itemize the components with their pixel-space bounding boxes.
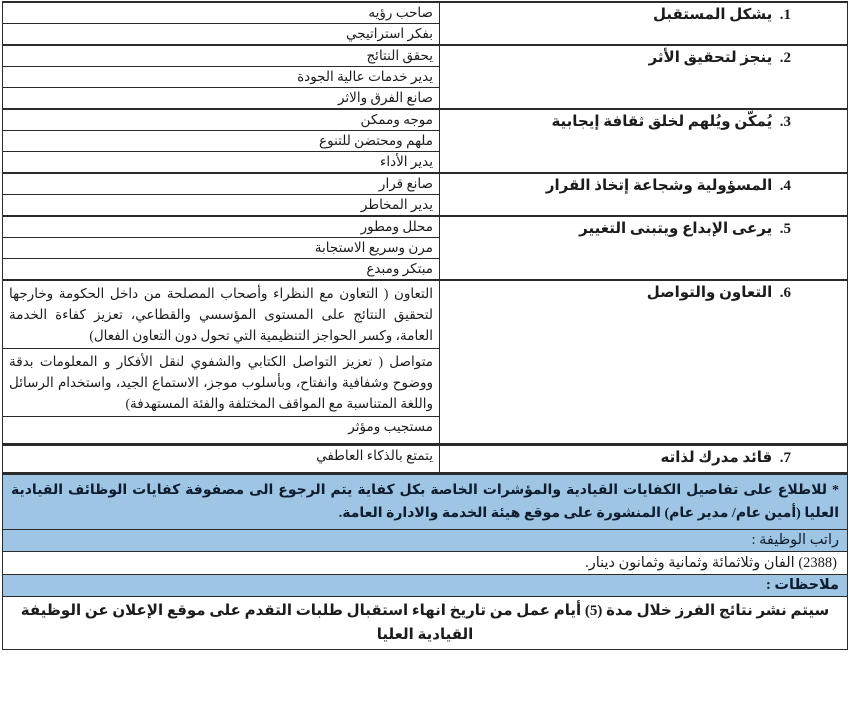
group-number: 1. <box>779 7 791 23</box>
group-title: التعاون والتواصل <box>646 285 773 301</box>
competency-item: التعاون ( التعاون مع النظراء وأصحاب المصلحة من داخل الحكومة وخارجها لتحقيق النتائج على المستوى المؤسسي والقطاعي، تعزيز كفاءة الخدمة العامة، وكسر الحواجز التنظيمية التي تحول دون التعاون الفعال) <box>3 280 440 349</box>
competency-item: صانع الفرق والاثر <box>3 88 440 110</box>
competency-item: صاحب رؤيه <box>3 2 440 24</box>
competency-row <box>3 173 848 195</box>
screening-results-note-row <box>3 597 848 650</box>
salary-label: راتب الوظيفة : <box>3 530 848 552</box>
notes-label: ملاحظات : <box>3 575 848 597</box>
competency-item: مرن وسريع الاستجابة <box>3 238 440 259</box>
competency-row <box>3 445 848 474</box>
competency-group-header <box>440 445 848 474</box>
group-title: يُمكّن ويُلهم لخلق ثقافة إيجابية <box>551 114 773 130</box>
salary-value: (2388) الفان وثلاثمائة وثمانية وثمانون دينار. <box>3 552 848 575</box>
group-number: 6. <box>779 285 791 301</box>
competency-row <box>3 109 848 131</box>
competency-item: ملهم ومحتضن للتنوع <box>3 131 440 152</box>
group-title: ينجز لتحقيق الأثر <box>648 50 773 66</box>
competency-item: يدير خدمات عالية الجودة <box>3 67 440 88</box>
competency-group-header <box>440 280 848 445</box>
screening-results-note: سيتم نشر نتائج الفرز خلال مدة (5) أيام عمل من تاريخ انهاء استقبال طلبات التقدم على موقع الإعلان عن الوظيفة القيادية العليا <box>3 597 848 650</box>
competency-row <box>3 2 848 24</box>
competency-item: متواصل ( تعزيز التواصل الكتابي والشفوي لنقل الأفكار و المعلومات بدقة ووضوح وشفافية وانفتاح، وبأسلوب موجز، الاستماع الجيد، واستخدام الرسائل واللغة المتناسبة مع المواقف المختلفة والفئة المستهدفة) <box>3 349 440 417</box>
competency-item: مستجيب ومؤثر <box>3 417 440 445</box>
competency-item: موجه وممكن <box>3 109 440 131</box>
competency-matrix-note-row <box>3 474 848 530</box>
competency-group-header <box>440 109 848 173</box>
group-title: يشكل المستقبل <box>652 7 773 23</box>
competency-item: يدير المخاطر <box>3 195 440 217</box>
competencies-body <box>3 2 848 474</box>
competency-item: يدير الأداء <box>3 152 440 174</box>
competency-matrix-note: * للاطلاع على تفاصيل الكفايات القيادية والمؤشرات الخاصة بكل كفاية يتم الرجوع الى مصفوفة كفايات الوظائف القيادية العليا (أمين عام/ مدير عام) المنشورة على موقع هيئة الخدمة والادارة العامة. <box>3 474 848 530</box>
group-number: 3. <box>779 114 791 130</box>
salary-value-row <box>3 552 848 575</box>
group-number: 5. <box>779 221 791 237</box>
announcement-footer <box>3 474 848 650</box>
competency-item: يحقق النتائج <box>3 45 440 67</box>
competency-group-header <box>440 2 848 45</box>
group-number: 7. <box>779 450 791 466</box>
competency-item: مبتكر ومبدع <box>3 259 440 281</box>
salary-label-row <box>3 530 848 552</box>
group-title: قائد مدرك لذاته <box>660 450 773 466</box>
competency-item: صانع قرار <box>3 173 440 195</box>
competency-row <box>3 280 848 349</box>
group-title: المسؤولية وشجاعة إتخاذ القرار <box>545 178 773 194</box>
competency-item: يتمتع بالذكاء العاطفي <box>3 445 440 474</box>
notes-label-row <box>3 575 848 597</box>
leadership-competencies-table <box>2 1 848 650</box>
competency-group-header <box>440 216 848 280</box>
competency-group-header <box>440 45 848 109</box>
competency-item: بفكر استراتيجي <box>3 24 440 46</box>
group-title: يرعى الإبداع ويتبنى التغيير <box>579 221 773 237</box>
competency-item: محلل ومطور <box>3 216 440 238</box>
competency-group-header <box>440 173 848 216</box>
competency-row <box>3 45 848 67</box>
group-number: 4. <box>779 178 791 194</box>
group-number: 2. <box>779 50 791 66</box>
competency-row <box>3 216 848 238</box>
